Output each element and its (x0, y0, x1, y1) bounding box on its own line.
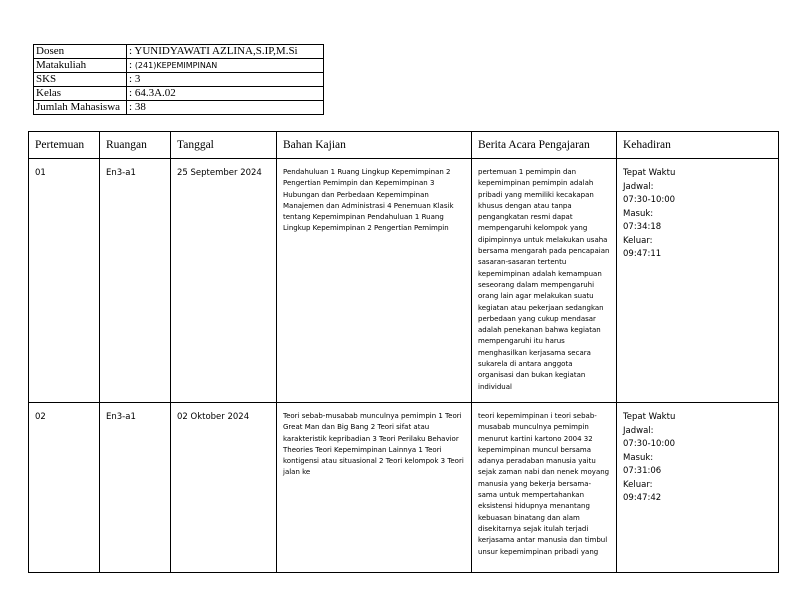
table-row (29, 159, 779, 403)
pertemuan-cell: 02 (29, 403, 100, 573)
info-row-sks (34, 73, 324, 87)
column-header-bahan-kajian: Bahan Kajian (277, 132, 472, 159)
meeting-log-table (28, 131, 779, 573)
masuk-label: Masuk: (623, 208, 654, 219)
table-row (29, 403, 779, 573)
course-info-table (33, 44, 324, 115)
column-header-ruangan: Ruangan (100, 132, 171, 159)
keluar-label: Keluar: (623, 479, 653, 490)
info-row-dosen (34, 45, 324, 59)
info-label: Jumlah Mahasiswa (34, 101, 127, 115)
info-row-matakuliah (34, 59, 324, 73)
info-value: : 3 (127, 73, 324, 87)
info-row-kelas (34, 87, 324, 101)
tanggal-cell: 02 Oktober 2024 (171, 403, 277, 573)
jadwal-label: Jadwal: (623, 181, 654, 192)
info-value: : YUNIDYAWATI AZLINA,S.IP,M.Si (127, 45, 324, 59)
jadwal-label: Jadwal: (623, 425, 654, 436)
kehadiran-status: Tepat Waktu (623, 412, 676, 422)
column-header-pertemuan: Pertemuan (29, 132, 100, 159)
tanggal-cell: 25 September 2024 (171, 159, 277, 403)
matakuliah-value: (241)KEPEMIMPINAN (134, 61, 218, 70)
jumlah-mahasiswa-value: 38 (134, 101, 146, 113)
kehadiran-cell (617, 159, 779, 403)
bahan-kajian-cell: Teori sebab-musabab munculnya pemimpin 1 Teori Great Man dan Big Bang 2 Teori sifat atau karakteristik kepribadian 3 Teori Perilaku Behavior Theories Teori Kepemimpinan Lainnya 1 Teori kontigensi atau situasional 2 Teori kelompok 3 Teori jalan ke (277, 403, 472, 573)
keluar-value: 09:47:42 (623, 493, 662, 503)
info-label: SKS (34, 73, 127, 87)
kehadiran-status: Tepat Waktu (623, 168, 676, 178)
jadwal-value: 07:30-10:00 (623, 195, 676, 205)
column-header-tanggal: Tanggal (171, 132, 277, 159)
sks-value: 3 (134, 73, 141, 85)
berita-acara-cell: pertemuan 1 pemimpin dan kepemimpinan pemimpin adalah pribadi yang memiliki kecakapan khusus dengan atau tanpa pengangkatan resmi dapat mempengaruhi kelompok yang dipimpinnya untuk melakukan usaha bersama mengarah pada pencapaian sasaran-sasaran tertentu kepemimpinan adalah kemampuan seseorang dalam mempengaruhi orang lain agar melakukan suatu kegiatan atau pekerjaan sedangkan perbedaan yang cukup mendasar adalah penekanan bahwa kegiatan mempengaruhi itu harus menghasilkan kerjasama secara sukarela di antara anggota organisasi dan bukan kegiatan individual (472, 159, 617, 403)
info-label: Kelas (34, 87, 127, 101)
berita-acara-cell (472, 403, 617, 573)
masuk-value: 07:34:18 (623, 222, 662, 232)
masuk-label: Masuk: (623, 452, 654, 463)
berita-acara-text: teori kepemimpinan i teori sebab-musabab munculnya pemimpin menurut kartini kartono 2004 32 kepemimpinan muncul bersama adanya peradaban manusia yaitu sejak zaman nabi dan nenek moyang manusia yang bekerja bersama-sama untuk mempertahankan eksistensi hidupnya menantang kebuasan binatang dan alam disekitarnya sejak itulah terjadi kerjasama antar manusia dan timbul unsur kepemimpinan pribadi yang (478, 412, 610, 556)
info-label: Matakuliah (34, 59, 127, 73)
ruangan-cell: En3-a1 (100, 159, 171, 403)
info-row-jumlah-mahasiswa (34, 101, 324, 115)
dosen-value: YUNIDYAWATI AZLINA,S.IP,M.Si (134, 45, 298, 57)
kelas-value: 64.3A.02 (134, 87, 176, 99)
keluar-label: Keluar: (623, 235, 653, 246)
kehadiran-cell (617, 403, 779, 573)
jadwal-value: 07:30-10:00 (623, 439, 676, 449)
masuk-value: 07:31:06 (623, 466, 662, 476)
column-header-kehadiran: Kehadiran (617, 132, 779, 159)
column-header-berita-acara: Berita Acara Pengajaran (472, 132, 617, 159)
info-value: : (241)KEPEMIMPINAN (127, 59, 324, 73)
info-label: Dosen (34, 45, 127, 59)
bahan-kajian-cell: Pendahuluan 1 Ruang Lingkup Kepemimpinan 2 Pengertian Pemimpin dan Kepemimpinan 3 Hubungan dan Perbedaan Kepemimpinan Manajemen dan Administrasi 4 Penemuan Klasik tentang Kepemimpinan Pendahuluan 1 Ruang Lingkup Kepemimpinan 2 Pengertian Pemimpin (277, 159, 472, 403)
keluar-value: 09:47:11 (623, 249, 662, 259)
info-value: : 38 (127, 101, 324, 115)
table-header-row (29, 132, 779, 159)
info-value: : 64.3A.02 (127, 87, 324, 101)
pertemuan-cell: 01 (29, 159, 100, 403)
ruangan-cell: En3-a1 (100, 403, 171, 573)
